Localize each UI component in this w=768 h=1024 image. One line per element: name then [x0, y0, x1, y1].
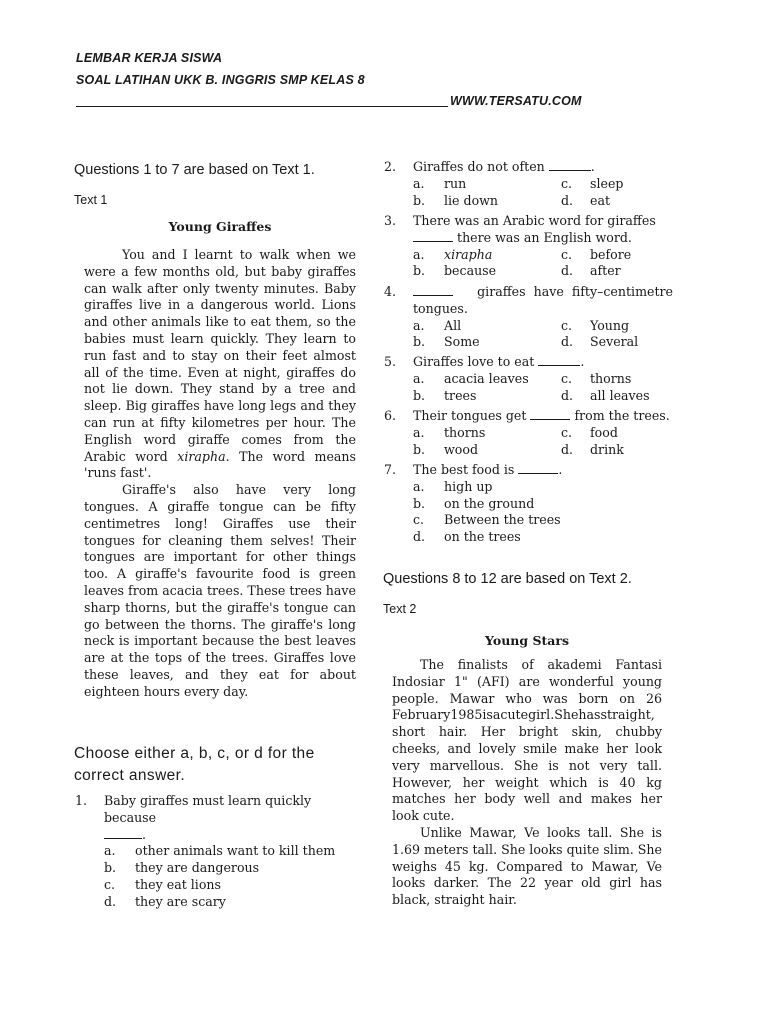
exam-title: SOAL LATIHAN UKK B. INGGRIS SMP KELAS 8: [76, 73, 365, 87]
text2-body: [392, 657, 662, 909]
answer-blank: [413, 286, 453, 296]
text2-label: Text 2: [383, 602, 417, 616]
answer-blank: [104, 829, 142, 839]
text1-title: Young Giraffes: [168, 219, 272, 234]
question-2: 2. Giraffes do not often . a. run c. sleep b. lie down d. eat: [384, 159, 624, 208]
answer-blank: [518, 464, 558, 474]
option-text: they are dangerous: [135, 860, 260, 876]
question-1: 1. Baby giraffes must learn quickly because . a. other animals want to kill them b. they are dangerous c. they eat lions d. they are scary: [75, 793, 336, 909]
answer-blank: [530, 410, 570, 420]
instruction: Choose either a, b, c, or d for the correct answer.: [74, 745, 315, 784]
text2-title: Young Stars: [485, 633, 569, 648]
option-text: other animals want to kill them: [135, 843, 336, 859]
question-4: 4. giraffes have fifty–centimetre tongues. a. All c. Young b. Some d. Several: [384, 284, 674, 350]
section1-intro: Questions 1 to 7 are based on Text 1.: [74, 162, 315, 178]
text1-body: [84, 247, 356, 701]
text2-paragraph-1: The finalists of akademi Fantasi Indosiar 1" (AFI) are wonderful young people. Mawar who was born on 26 February1985isacutegirl.Shehasstraight, short hair. Her bright skin, chubby cheeks, and lovely smile make her look very marvellous. She is not very tall. However, her weight which is 40 kg matches her body well and makes her look cute.: [392, 657, 662, 824]
text1-paragraph-1: You and I learnt to walk when we were a few months old, but baby giraffes can walk after only twenty minutes. Baby giraffes live in a dangerous world. Lions and other animals like to eat them, so the babies must learn quickly. They learn to run fast and to stay on their feet almost all of the time. Even at night, giraffes do not lie down. They stand by a tree and sleep. Big giraffes have long legs and they can run at fifty kilometres per hour. The English word giraffe comes from the Arabic word xirapha. The word means 'runs fast'.: [84, 247, 356, 481]
answer-blank: [538, 356, 580, 366]
section2-intro: Questions 8 to 12 are based on Text 2.: [383, 571, 632, 587]
text1-paragraph-2: Giraffe's also have very long tongues. A giraffe tongue can be fifty centimetres long! Giraffes use their tongues for cleaning them selves! Their tongues are important for other things too. A giraffe's favourite food is green leaves from acacia trees. These trees have sharp thorns, but the giraffe's tongue can go between the thorns. The giraffe's long neck is important because the best leaves are at the tops of the trees. Giraffes love these leaves, and they eat for about eighteen hours every day.: [84, 482, 356, 699]
website-url: WWW.TERSATU.COM: [450, 94, 582, 108]
question-5: 5. Giraffes love to eat . a. acacia leaves c. thorns b. trees d. all leaves: [384, 354, 650, 403]
question-3: 3. There was an Arabic word for giraffes there was an English word. a. xirapha c. before b. because d. after: [384, 213, 656, 279]
header-rule: [76, 106, 448, 107]
question-7: 7. The best food is . a. high up b. on the ground c. Between the trees d. on the trees: [384, 462, 563, 545]
text1-label: Text 1: [74, 193, 108, 207]
question-6: 6. Their tongues get from the trees. a. thorns c. food b. wood d. drink: [384, 408, 670, 457]
answer-blank: [549, 161, 591, 171]
answer-blank: [413, 232, 453, 242]
option-text: they eat lions: [135, 876, 221, 892]
option-text: they are scary: [135, 893, 226, 909]
worksheet-header: LEMBAR KERJA SISWA: [76, 51, 223, 65]
text2-paragraph-2: Unlike Mawar, Ve looks tall. She is 1.69 meters tall. She looks quite slim. She weighs 45 kg. Compared to Mawar, Ve looks darker. The 22 year old girl has black, straight hair.: [392, 824, 662, 908]
